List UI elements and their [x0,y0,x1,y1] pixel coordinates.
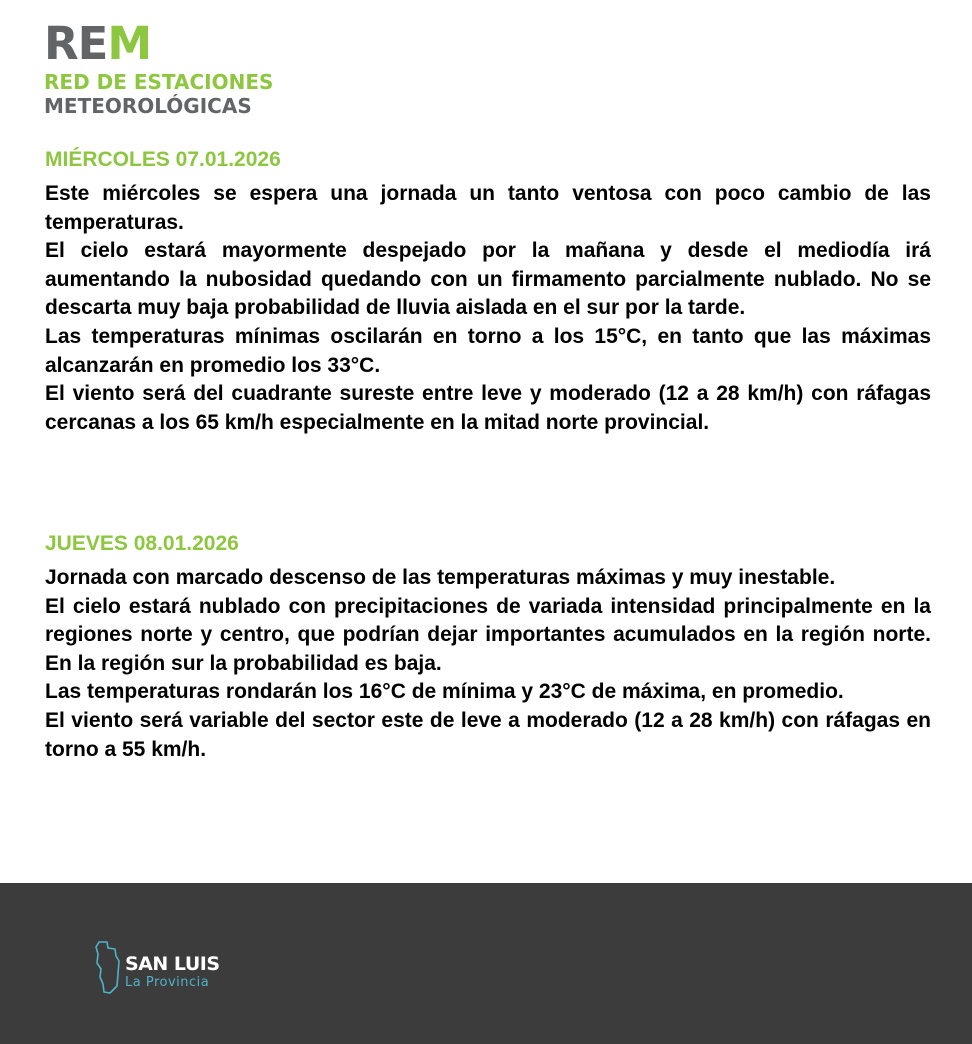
forecast-body [45,564,931,764]
forecast-paragraph: Las temperaturas rondarán los 16°C de mínima y 23°C de máxima, en promedio. [45,680,844,704]
san-luis-name: SAN LUIS [125,953,220,975]
rem-logo-wordmark [44,17,273,70]
forecast-paragraph: El viento será del cuadrante sureste entre leve y moderado (12 a 28 km/h) con ráfagas cercanas a los 65 km/h especialmente en la mitad norte provincial. [45,382,931,434]
forecast-day-2 [45,530,931,764]
san-luis-map-icon [95,941,121,995]
rem-logo [44,17,274,118]
footer [0,883,972,1044]
rem-logo-re: RE [44,17,108,70]
forecast-day-1 [45,146,931,437]
forecast-paragraph: Este miércoles se espera una jornada un tanto ventosa con poco cambio de las temperaturas. [45,182,931,234]
day-title: MIÉRCOLES 07.01.2026 [45,148,281,171]
day-title: JUEVES 08.01.2026 [45,532,239,555]
forecast-paragraph: Jornada con marcado descenso de las temperaturas máximas y muy inestable. [45,566,836,589]
san-luis-subtitle: La Provincia [125,975,210,990]
forecast-paragraph: El cielo estará mayormente despejado por la mañana y desde el mediodía irá aumentando la nubosidad quedando con un firmamento parcialmente nublado. No se descarta muy baja probabilidad de lluvia aislada en el sur por la tarde. [45,239,931,320]
forecast-body [45,180,931,437]
forecast-paragraph: El cielo estará nublado con precipitaciones de variada intensidad principalmente en la regiones norte y centro, que podrían dejar importantes acumulados en la región norte. En la región sur la probabilidad es baja. [45,594,931,675]
forecast-paragraph: El viento será variable del sector este de leve a moderado (12 a 28 km/h) con ráfagas en torno a 55 km/h. [45,708,931,761]
rem-logo-m: M [107,17,152,70]
forecast-paragraph: Las temperaturas mínimas oscilarán en torno a los 15°C, en tanto que las máximas alcanzarán en promedio los 33°C. [45,324,931,377]
rem-logo-line1: RED DE ESTACIONES [44,70,274,94]
rem-logo-line2: METEOROLÓGICAS [44,94,252,118]
